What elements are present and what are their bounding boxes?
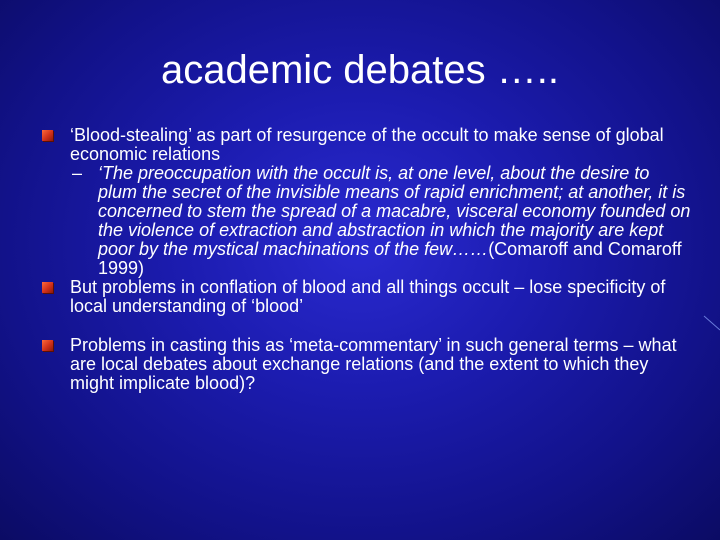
bullet-item	[42, 336, 692, 393]
bullet-text: Problems in casting this as ‘meta-commentary’ in such general terms – what are local debates about exchange relations (and the extent to which they might implicate blood)?	[70, 335, 677, 393]
dash-bullet-icon: –	[72, 163, 83, 183]
slide-title: academic debates …..	[161, 48, 559, 92]
sub-bullet-item	[42, 164, 692, 278]
square-bullet-icon	[42, 130, 53, 141]
bullet-item	[42, 126, 692, 164]
slide-body	[42, 126, 692, 393]
citation-text: (Comaroff and Comaroff 1999)	[98, 239, 682, 278]
bullet-text: But problems in conflation of blood and all things occult – lose specificity of local understanding of ‘blood’	[70, 277, 666, 316]
bullet-text: ‘Blood-stealing’ as part of resurgence of the occult to make sense of global economic relations	[70, 125, 664, 164]
spacer	[42, 316, 692, 336]
square-bullet-icon	[42, 340, 53, 351]
bullet-item	[42, 278, 692, 316]
square-bullet-icon	[42, 282, 53, 293]
quotation-text: ‘The preoccupation with the occult is, at one level, about the desire to plum the secret of the invisible means of rapid enrichment; at another, it is concerned to stem the spread of a macabre, visceral economy founded on the violence of extraction and abstraction in which the majority are kept poor by the mystical machinations of the few……	[98, 163, 691, 259]
